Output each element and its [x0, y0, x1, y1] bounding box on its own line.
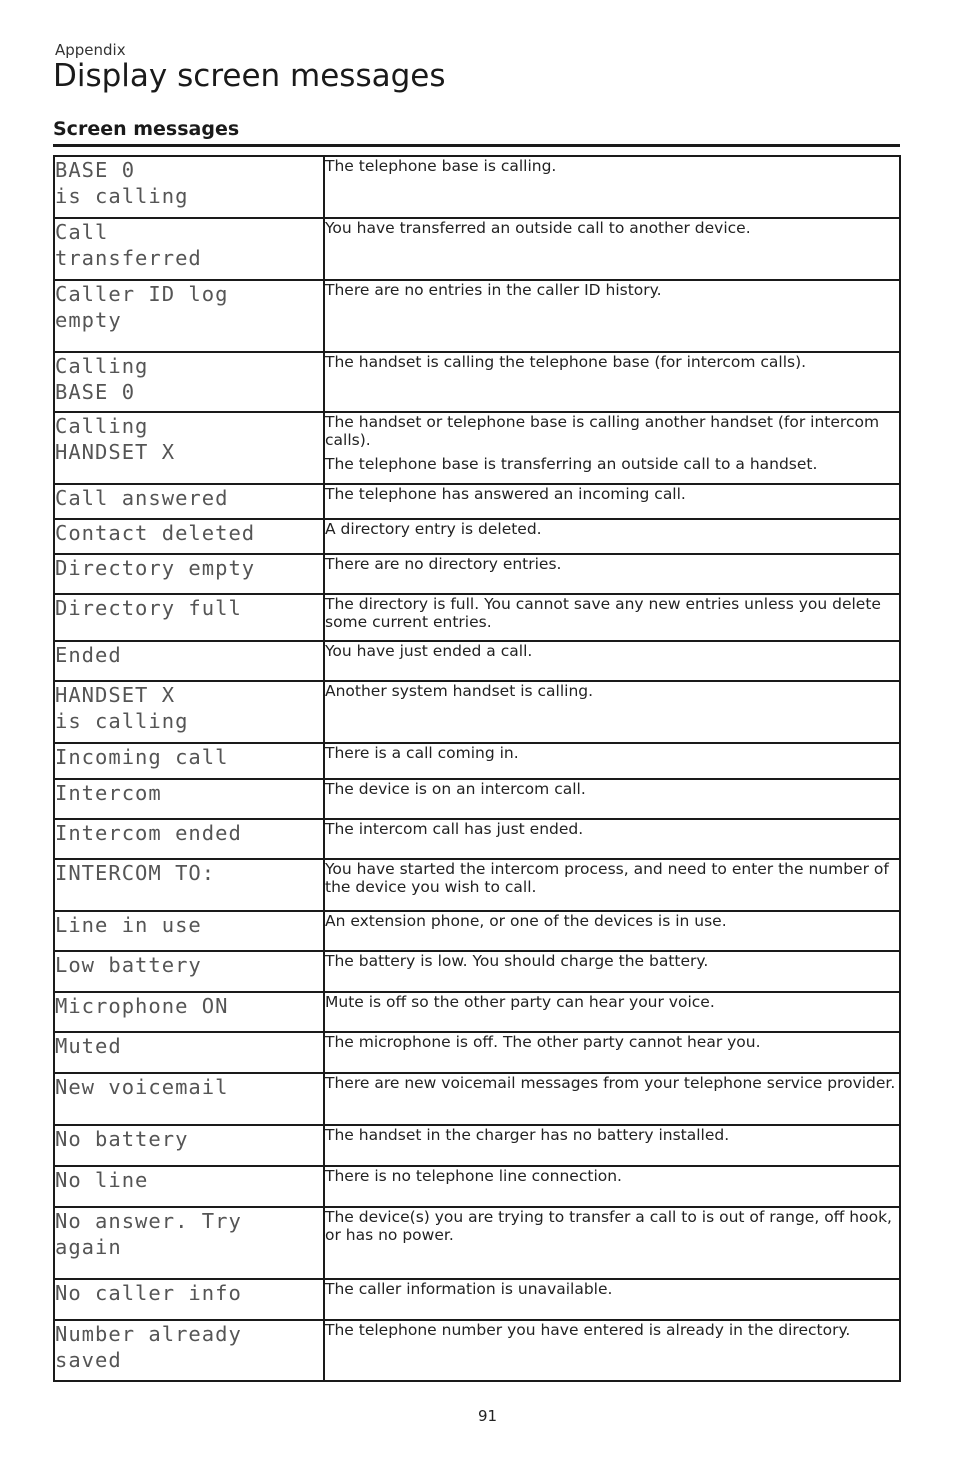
message-description: [324, 1166, 900, 1207]
table-row: [54, 779, 900, 819]
message-description: [324, 779, 900, 819]
description-text: The intercom call has just ended.: [325, 820, 584, 838]
table-row: [54, 1125, 900, 1166]
table-row: [54, 280, 900, 352]
screen-message: New voicemail: [54, 1073, 324, 1125]
table-row: [54, 1032, 900, 1073]
table-row: [54, 484, 900, 519]
description-text: The caller information is unavailable.: [325, 1280, 613, 1298]
message-description: [324, 992, 900, 1032]
message-description: [324, 1207, 900, 1279]
table-row: [54, 819, 900, 859]
message-description: [324, 156, 900, 218]
screen-message: No answer. Try again: [54, 1207, 324, 1279]
message-description: [324, 554, 900, 594]
message-description: [324, 1125, 900, 1166]
message-description: [324, 641, 900, 681]
description-text: You have just ended a call.: [325, 642, 533, 660]
message-description: [324, 1320, 900, 1381]
screen-message: BASE 0 is calling: [54, 156, 324, 218]
table-row: [54, 1279, 900, 1320]
description-text: The battery is low. You should charge the battery.: [325, 952, 709, 970]
table-row: [54, 1320, 900, 1381]
screen-message: No line: [54, 1166, 324, 1207]
screen-message: Low battery: [54, 951, 324, 992]
table-row: [54, 1166, 900, 1207]
message-description: [324, 681, 900, 743]
description-text: There are new voicemail messages from your telephone service provider.: [325, 1074, 896, 1092]
table-row: [54, 641, 900, 681]
screen-message: HANDSET X is calling: [54, 681, 324, 743]
description-text: There is a call coming in.: [325, 744, 519, 762]
screen-message: Line in use: [54, 911, 324, 951]
message-description: [324, 412, 900, 484]
table-row: [54, 519, 900, 554]
screen-message: Directory full: [54, 594, 324, 641]
table-row: [54, 594, 900, 641]
section-label: Appendix: [55, 41, 126, 59]
message-description: [324, 1279, 900, 1320]
description-text: The device(s) you are trying to transfer a call to is out of range, off hook, or has no power.: [325, 1208, 892, 1244]
screen-message: Number already saved: [54, 1320, 324, 1381]
table-row: [54, 554, 900, 594]
screen-message: Call answered: [54, 484, 324, 519]
screen-message: Muted: [54, 1032, 324, 1073]
screen-message: Ended: [54, 641, 324, 681]
screen-message: Calling HANDSET X: [54, 412, 324, 484]
description-text: The device is on an intercom call.: [325, 780, 586, 798]
message-description: [324, 218, 900, 280]
table-row: [54, 859, 900, 911]
subheading: Screen messages: [53, 118, 240, 140]
description-text: A directory entry is deleted.: [325, 520, 542, 538]
message-description: [324, 594, 900, 641]
table-row: [54, 218, 900, 280]
description-text: The telephone has answered an incoming call.: [325, 485, 686, 503]
table-row: [54, 352, 900, 412]
description-text: You have transferred an outside call to another device.: [325, 219, 751, 237]
description-text: Another system handset is calling.: [325, 682, 594, 700]
screen-message: INTERCOM TO:: [54, 859, 324, 911]
message-description: [324, 1032, 900, 1073]
message-description: [324, 1073, 900, 1125]
description-text: There are no directory entries.: [325, 555, 562, 573]
screen-message: Intercom ended: [54, 819, 324, 859]
message-description: [324, 911, 900, 951]
screen-message: Calling BASE 0: [54, 352, 324, 412]
screen-message: Microphone ON: [54, 992, 324, 1032]
description-text: The telephone number you have entered is already in the directory.: [325, 1321, 851, 1339]
description-text: The handset or telephone base is calling another handset (for intercom calls).: [325, 413, 880, 449]
description-text: There are no entries in the caller ID history.: [325, 281, 662, 299]
message-description: [324, 519, 900, 554]
screen-message: Incoming call: [54, 743, 324, 779]
table-row: [54, 743, 900, 779]
screen-message: Contact deleted: [54, 519, 324, 554]
table-row: [54, 1207, 900, 1279]
table-body: [54, 156, 900, 1381]
description-text: There is no telephone line connection.: [325, 1167, 622, 1185]
message-description: [324, 280, 900, 352]
screen-message: Call transferred: [54, 218, 324, 280]
message-description: [324, 352, 900, 412]
screen-message: No caller info: [54, 1279, 324, 1320]
message-description: [324, 951, 900, 992]
table-row: [54, 156, 900, 218]
message-description: [324, 743, 900, 779]
screen-message: Directory empty: [54, 554, 324, 594]
description-text: The directory is full. You cannot save any new entries unless you delete some current entries.: [325, 595, 881, 631]
description-text: Mute is off so the other party can hear your voice.: [325, 993, 715, 1011]
description-text: The handset in the charger has no battery installed.: [325, 1126, 730, 1144]
heading-rule: [53, 144, 900, 147]
description-text: The telephone base is calling.: [325, 157, 557, 175]
screen-message: No battery: [54, 1125, 324, 1166]
table-row: [54, 911, 900, 951]
screen-message: Intercom: [54, 779, 324, 819]
description-text: The microphone is off. The other party cannot hear you.: [325, 1033, 761, 1051]
message-description: [324, 484, 900, 519]
table-row: [54, 951, 900, 992]
description-text: You have started the intercom process, and need to enter the number of the device you wish to call.: [325, 860, 889, 896]
description-text: An extension phone, or one of the devices is in use.: [325, 912, 727, 930]
table-row: [54, 1073, 900, 1125]
message-description: [324, 819, 900, 859]
message-description: [324, 859, 900, 911]
screen-messages-table: [53, 155, 901, 1382]
table-row: [54, 992, 900, 1032]
table-row: [54, 412, 900, 484]
table-row: [54, 681, 900, 743]
description-text: The telephone base is transferring an outside call to a handset.: [325, 455, 818, 473]
page-title: Display screen messages: [53, 58, 446, 94]
screen-message: Caller ID log empty: [54, 280, 324, 352]
page-number: 91: [477, 1407, 498, 1425]
description-text: The handset is calling the telephone base (for intercom calls).: [325, 353, 807, 371]
